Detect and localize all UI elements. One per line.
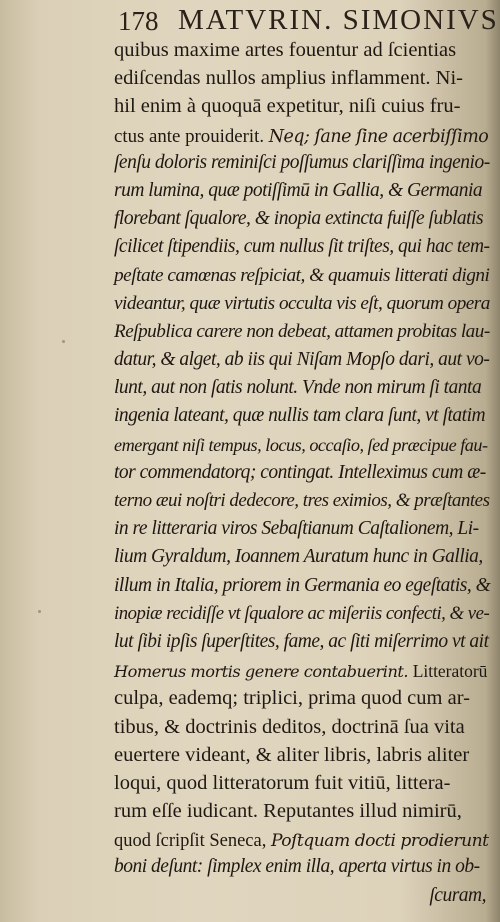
text-line: in re litteraria viros Sebaſtianum Caſtalionem, Li- <box>114 518 479 540</box>
text-line: quibus maxime artes fouentur ad ſcientias <box>114 39 457 61</box>
text-line: videantur, quæ virtutis occulta vis eſt, quorum opera <box>114 292 490 314</box>
running-title: MATVRIN. SIMONIVS <box>178 4 499 36</box>
text-line <box>114 656 490 684</box>
roman-segment: quod ſcripſit Seneca, <box>114 830 271 851</box>
text-line: lut ſibi ipſis ſuperſtites, fame, ac ſiti miſerrimo vt ait <box>114 630 489 652</box>
text-line: ediſcendas nullos amplius inflamment. Ni- <box>114 67 464 90</box>
text-line: illum in Italia, priorem in Germania eo egeſtatis, & <box>114 574 491 596</box>
text-line: loqui, quod litteratorum fuit vitiū, littera- <box>114 771 451 794</box>
italic-segment: Poſtquam docti prodierunt <box>270 831 489 852</box>
running-head <box>118 2 499 36</box>
text-line: ſcuram, <box>429 884 486 906</box>
text-line: boni deſunt: ſimplex enim illa, aperta virtus in ob- <box>114 856 480 878</box>
page-number: 178 <box>118 6 159 36</box>
text-line: tibus, & doctrinis deditos, doctrinā ſua vita <box>114 715 465 738</box>
text-line: euertere videant, & aliter libris, labris aliter <box>114 743 470 766</box>
text-line <box>114 825 490 853</box>
text-line: florebant ſqualore, & inopia extincta fuiſſe ſublatis <box>114 208 484 230</box>
italic-segment: Neq; ſane ſine acerbiſſimo <box>268 126 489 147</box>
roman-segment: Litteratorū <box>412 661 488 682</box>
text-line: peſtate camœnas reſpiciat, & quamuis litterati digni <box>114 264 490 286</box>
text-line: ingenia lateant, quæ nullis tam clara ſunt, vt ſtatim <box>114 405 486 427</box>
text-line: ſcilicet ſtipendiis, cum nullus ſit triſtes, qui hac tem- <box>114 236 490 258</box>
text-line: culpa, eademq; triplici, prima quod cum ar- <box>114 687 470 710</box>
text-line: ſenſu doloris reminiſci poſſumus clariſſima ingenio- <box>114 151 490 173</box>
body-text <box>114 36 490 910</box>
text-line: lium Gyraldum, Ioannem Auratum hunc in Gallia, <box>114 546 483 568</box>
ink-speck <box>62 340 65 343</box>
text-line: rum lumina, quæ potiſſimū in Gallia, & Germania <box>114 179 483 201</box>
italic-segment: Homerus mortis genere contabuerint. <box>114 662 413 682</box>
roman-segment: ctus ante prouiderit. <box>114 125 269 147</box>
text-line: inopiæ recidiſſe vt ſqualore ac miſeriis confecti, & ve- <box>114 602 490 624</box>
text-line: lunt, aut non ſatis nolunt. Vnde non mirum ſi tanta <box>114 377 482 399</box>
text-line: terno æui noſtri dedecore, tres eximios, & præſtantes <box>114 490 490 511</box>
text-line: datur, & alget, ab iis qui Niſam Mopſo dari, aut vo- <box>114 349 490 371</box>
text-line <box>114 121 490 149</box>
text-line: tor commendatorq; contingat. Intelleximus cum æ- <box>114 461 486 483</box>
text-line: hil enim à quoquā expetitur, niſi cuius fru- <box>114 95 461 118</box>
text-line: Reſpublica carere non debeat, attamen probitas lau- <box>114 320 490 342</box>
ink-speck <box>38 610 41 613</box>
text-line: emergant niſi tempus, locus, occaſio, ſed præcipue fau- <box>114 434 488 455</box>
text-line: rum eſſe iudicant. Reputantes illud nimirū, <box>114 800 462 823</box>
